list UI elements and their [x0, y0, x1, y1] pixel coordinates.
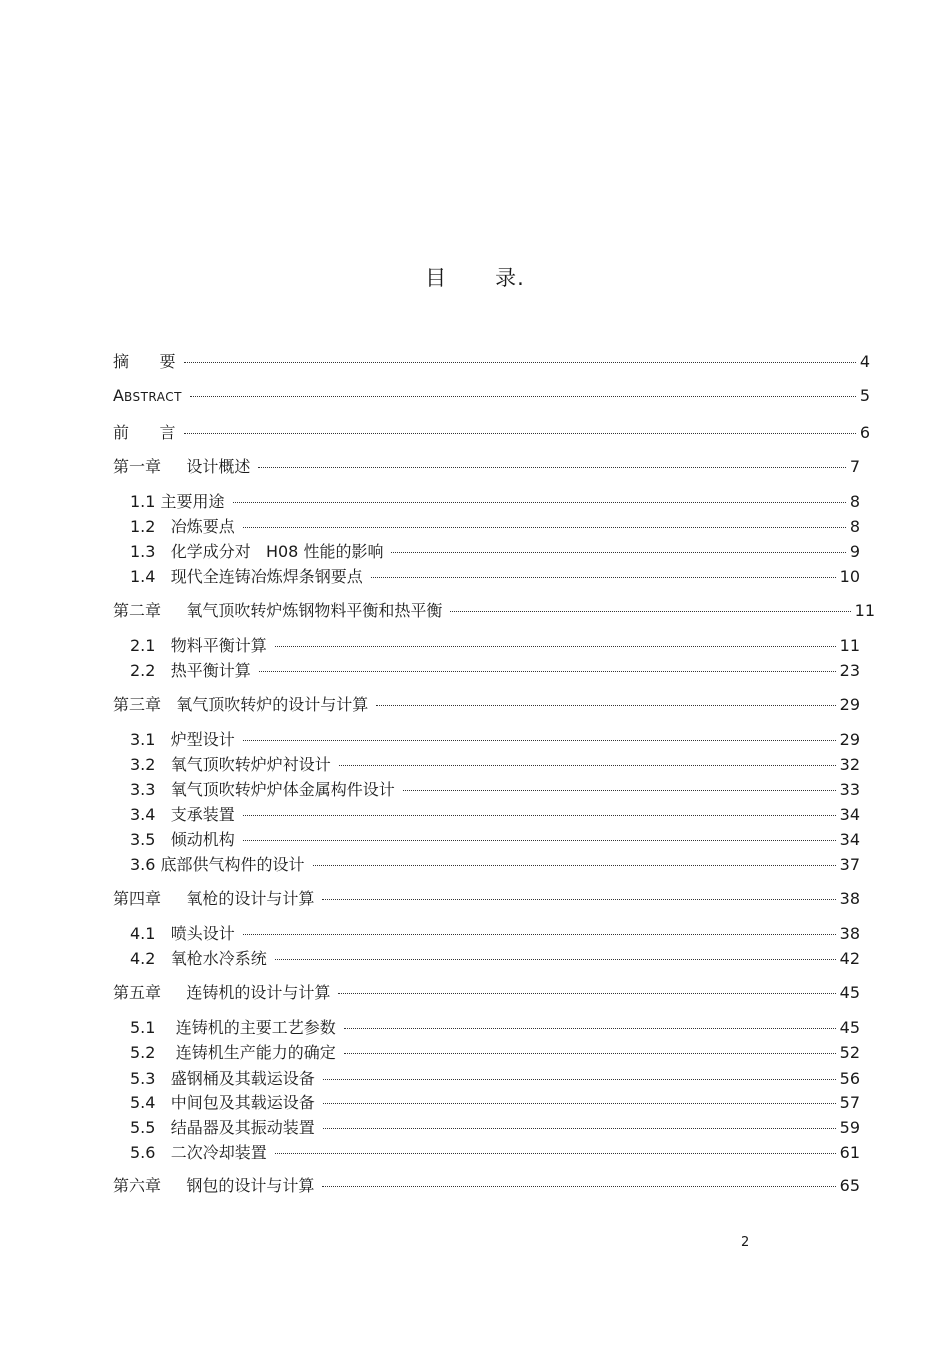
- toc-entry-label: 2.2 热平衡计算: [130, 661, 251, 680]
- toc-entry[interactable]: [113, 1173, 860, 1196]
- toc-entry-page: 11: [839, 636, 860, 655]
- toc-entry-page: 9: [849, 542, 860, 561]
- toc-entry[interactable]: [130, 633, 860, 656]
- toc-entry[interactable]: [113, 454, 860, 477]
- toc-entry-page: 61: [839, 1143, 860, 1162]
- toc-entry-page: 34: [839, 805, 860, 824]
- toc-leader-dots: [322, 1186, 835, 1187]
- toc-entry-label: 2.1 物料平衡计算: [130, 636, 267, 655]
- toc-entry[interactable]: [130, 1090, 860, 1113]
- toc-leader-dots: [322, 899, 835, 900]
- toc-leader-dots: [233, 502, 846, 503]
- toc-entry-page: 4: [859, 352, 870, 371]
- toc-entry-label: 4.1 喷头设计: [130, 924, 235, 943]
- toc-entry[interactable]: [113, 598, 875, 621]
- toc-entry[interactable]: [130, 921, 860, 944]
- toc-leader-dots: [323, 1128, 836, 1129]
- toc-leader-dots: [190, 396, 856, 397]
- toc-leader-dots: [313, 865, 836, 866]
- toc-leader-dots: [344, 1028, 836, 1029]
- toc-entry[interactable]: [130, 1115, 860, 1138]
- toc-leader-dots: [184, 433, 856, 434]
- toc-leader-dots: [243, 815, 836, 816]
- toc-entry[interactable]: [130, 752, 860, 775]
- toc-entry-label: 第五章 连铸机的设计与计算: [113, 983, 331, 1002]
- toc-entry-label: 第三章 氧气顶吹转炉的设计与计算: [113, 695, 369, 714]
- toc-entry-label: 第六章 钢包的设计与计算: [113, 1176, 315, 1195]
- toc-entry-label: 第一章 设计概述: [113, 457, 251, 476]
- toc-entry-page: 6: [859, 423, 870, 442]
- toc-entry[interactable]: [113, 420, 870, 443]
- toc-leader-dots: [403, 790, 836, 791]
- toc-entry-page: 59: [839, 1118, 860, 1137]
- toc-entry[interactable]: [113, 886, 860, 909]
- toc-entry-page: 57: [839, 1093, 860, 1112]
- toc-entry[interactable]: [130, 1066, 860, 1089]
- toc-leader-dots: [450, 611, 850, 612]
- page-number: 2: [741, 1235, 750, 1250]
- toc-leader-dots: [338, 993, 835, 994]
- toc-entry-page: 5: [859, 386, 870, 405]
- toc-leader-dots: [323, 1103, 836, 1104]
- toc-entry-page: 7: [849, 457, 860, 476]
- toc-entry[interactable]: [130, 1140, 860, 1163]
- toc-entry-page: 65: [839, 1176, 860, 1195]
- toc-entry[interactable]: [113, 386, 870, 405]
- toc-entry[interactable]: [130, 827, 860, 850]
- toc-entry-label: 1.4 现代全连铸冶炼焊条钢要点: [130, 567, 363, 586]
- toc-entry-label: 3.4 支承装置: [130, 805, 235, 824]
- toc-entry-label: 5.6 二次冷却装置: [130, 1143, 267, 1162]
- toc-leader-dots: [275, 646, 836, 647]
- toc-leader-dots: [275, 959, 836, 960]
- toc-entry-label: 3.1 炉型设计: [130, 730, 235, 749]
- toc-leader-dots: [344, 1053, 836, 1054]
- toc-leader-dots: [243, 527, 846, 528]
- toc-entry[interactable]: [113, 349, 870, 372]
- toc-entry[interactable]: [113, 980, 860, 1003]
- toc-title: [0, 262, 950, 292]
- toc-entry-label-rest: BSTRACT: [123, 390, 182, 404]
- toc-entry-label: 5.4 中间包及其载运设备: [130, 1093, 315, 1112]
- toc-leader-dots: [275, 1153, 836, 1154]
- toc-entry-label: 1.3 化学成分对 H08 性能的影响: [130, 542, 384, 561]
- toc-entry[interactable]: [130, 658, 860, 681]
- toc-title-part2: 录.: [495, 266, 525, 290]
- toc-entry-label: 5.3 盛钢桶及其载运设备: [130, 1069, 315, 1088]
- toc-entry-label: 4.2 氧枪水冷系统: [130, 949, 267, 968]
- toc-title-part1: 目: [425, 266, 448, 290]
- toc-entry-page: 8: [849, 492, 860, 511]
- toc-entry-label: 5.5 结晶器及其振动装置: [130, 1118, 315, 1137]
- toc-entry-page: 23: [839, 661, 860, 680]
- toc-entry[interactable]: [130, 489, 860, 512]
- toc-entry-page: 32: [839, 755, 860, 774]
- toc-leader-dots: [243, 934, 836, 935]
- toc-entry-label: 1.2 冶炼要点: [130, 517, 235, 536]
- toc-entry-page: 8: [849, 517, 860, 536]
- toc-entry-page: 29: [839, 730, 860, 749]
- toc-entry-label-initial: A: [113, 386, 124, 405]
- toc-leader-dots: [243, 740, 836, 741]
- toc-entry-label: [113, 386, 182, 405]
- toc-entry-label: 摘 要: [113, 352, 176, 371]
- toc-entry-label: 3.6 底部供气构件的设计: [130, 855, 305, 874]
- toc-entry-page: 38: [839, 889, 860, 908]
- toc-entry-page: 34: [839, 830, 860, 849]
- toc-leader-dots: [323, 1079, 836, 1080]
- toc-entry-page: 37: [839, 855, 860, 874]
- toc-leader-dots: [258, 467, 845, 468]
- toc-entry[interactable]: [130, 802, 860, 825]
- toc-leader-dots: [391, 552, 845, 553]
- toc-entry-page: 52: [839, 1043, 860, 1062]
- toc-entry-label: 5.1 连铸机的主要工艺参数: [130, 1018, 336, 1037]
- toc-entry[interactable]: [130, 539, 860, 562]
- toc-entry-label: 3.3 氧气顶吹转炉炉体金属构件设计: [130, 780, 395, 799]
- toc-entry[interactable]: [130, 514, 860, 537]
- toc-entry-page: 45: [839, 1018, 860, 1037]
- toc-entry-label: 3.2 氧气顶吹转炉炉衬设计: [130, 755, 331, 774]
- toc-entry-page: 56: [839, 1069, 860, 1088]
- toc-entry[interactable]: [130, 852, 860, 875]
- toc-leader-dots: [243, 840, 836, 841]
- toc-entry-label: 第二章 氧气顶吹转炉炼钢物料平衡和热平衡: [113, 601, 443, 620]
- toc-entry[interactable]: [130, 1015, 860, 1038]
- toc-entry[interactable]: [130, 564, 860, 587]
- toc-entry-page: 42: [839, 949, 860, 968]
- toc-entry-label: 1.1 主要用途: [130, 492, 225, 511]
- toc-leader-dots: [371, 577, 836, 578]
- toc-entry-page: 33: [839, 780, 860, 799]
- toc-leader-dots: [376, 705, 835, 706]
- toc-entry-page: 10: [839, 567, 860, 586]
- toc-entry-label: 前 言: [113, 423, 176, 442]
- toc-entry-page: 38: [839, 924, 860, 943]
- toc-entry[interactable]: [130, 727, 860, 750]
- toc-entry[interactable]: [113, 692, 860, 715]
- toc-entry-label: 第四章 氧枪的设计与计算: [113, 889, 315, 908]
- toc-entry-label: 5.2 连铸机生产能力的确定: [130, 1043, 336, 1062]
- toc-entry-page: 29: [839, 695, 860, 714]
- toc-entry[interactable]: [130, 1040, 860, 1063]
- toc-leader-dots: [259, 671, 836, 672]
- toc-leader-dots: [184, 362, 856, 363]
- toc-entry-label: 3.5 倾动机构: [130, 830, 235, 849]
- toc-entry-page: 45: [839, 983, 860, 1002]
- toc-entry[interactable]: [130, 777, 860, 800]
- toc-entry-page: 11: [854, 601, 875, 620]
- toc-entry[interactable]: [130, 946, 860, 969]
- toc-leader-dots: [339, 765, 836, 766]
